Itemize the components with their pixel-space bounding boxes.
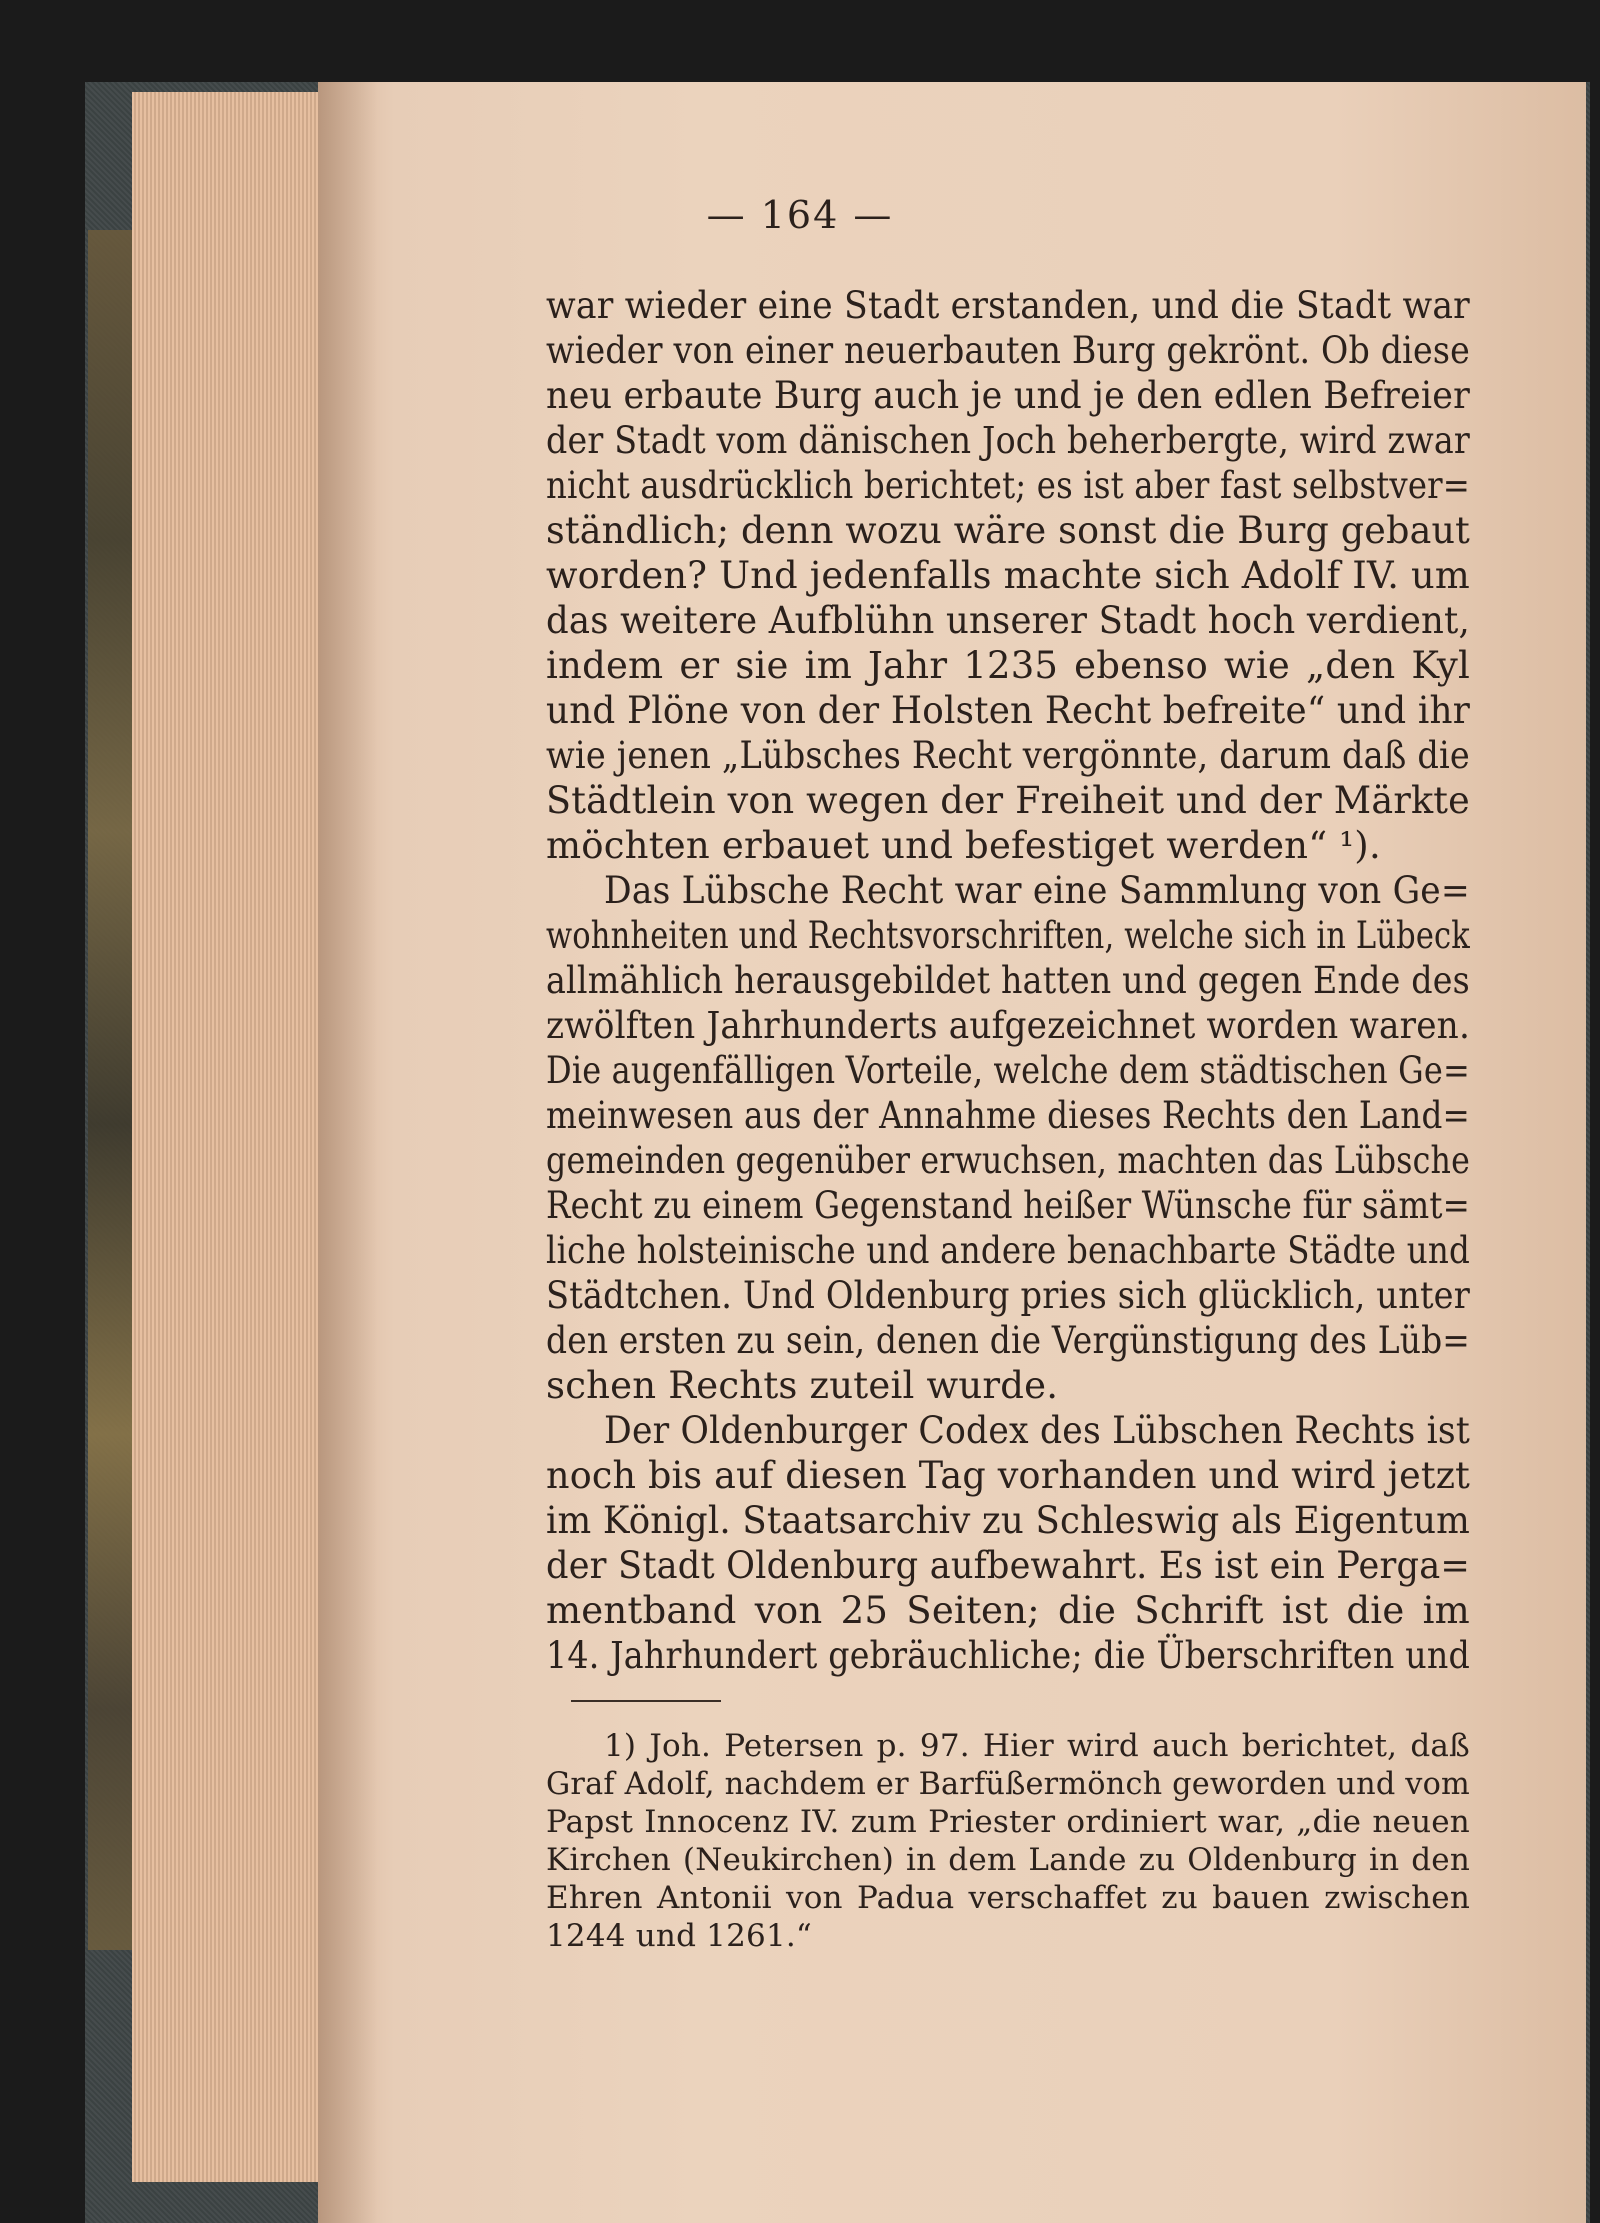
body-line: den ersten zu sein, denen die Vergünstigung des Lüb= xyxy=(546,1319,1471,1362)
body-line: meinwesen aus der Annahme dieses Rechts den Land= xyxy=(546,1094,1471,1137)
body-line: das weitere Aufblühn unserer Stadt hoch verdient, xyxy=(546,599,1470,642)
footnote-line: 1) Joh. Petersen p. 97. Hier wird auch berichtet, daß xyxy=(604,1728,1470,1764)
body-line: zwölften Jahrhunderts aufgezeichnet worden waren. xyxy=(546,1004,1471,1047)
body-line: 14. Jahrhundert gebräuchliche; die Überschriften und xyxy=(546,1634,1470,1677)
body-line: gemeinden gegenüber erwuchsen, machten das Lübsche xyxy=(546,1139,1471,1182)
marbled-edge xyxy=(88,230,132,1950)
body-line: wie jenen „Lübsches Recht vergönnte, darum daß die xyxy=(546,734,1470,777)
body-line: indem er sie im Jahr 1235 ebenso wie „den Kyl xyxy=(546,644,1470,687)
body-line: wieder von einer neuerbauten Burg gekrönt. Ob diese xyxy=(546,329,1470,372)
footnote-line: Kirchen (Neukirchen) in dem Lande zu Oldenburg in den xyxy=(546,1842,1471,1878)
body-line: mentband von 25 Seiten; die Schrift ist die im xyxy=(546,1589,1470,1632)
body-line: neu erbaute Burg auch je und je den edlen Befreier xyxy=(546,374,1470,417)
footnote-line: 1244 und 1261.“ xyxy=(546,1918,812,1954)
body-line: Recht zu einem Gegenstand heißer Wünsche für sämt= xyxy=(546,1184,1470,1227)
body-line: war wieder eine Stadt erstanden, und die Stadt war xyxy=(546,284,1470,327)
body-line: nicht ausdrücklich berichtet; es ist aber fast selbstver= xyxy=(546,464,1471,507)
body-line: Städtlein von wegen der Freiheit und der Märkte xyxy=(546,779,1470,822)
body-line: ständlich; denn wozu wäre sonst die Burg gebaut xyxy=(546,509,1471,552)
body-line: liche holsteinische und andere benachbarte Städte und xyxy=(546,1229,1470,1272)
footnote-line: Ehren Antonii von Padua verschaffet zu bauen zwischen xyxy=(546,1880,1471,1916)
body-line: schen Rechts zuteil wurde. xyxy=(546,1364,1059,1407)
body-line: worden? Und jedenfalls machte sich Adolf IV. um xyxy=(546,554,1470,597)
footnote-line: Papst Innocenz IV. zum Priester ordiniert war, „die neuen xyxy=(546,1804,1470,1840)
page-stack-edge xyxy=(132,92,332,2182)
body-line: Das Lübsche Recht war eine Sammlung von Ge= xyxy=(604,869,1470,912)
body-line: im Königl. Staatsarchiv zu Schleswig als Eigentum xyxy=(546,1499,1471,1542)
body-line: der Stadt vom dänischen Joch beherbergte, wird zwar xyxy=(546,419,1471,462)
page-number: — 164 — xyxy=(706,193,894,237)
body-line: und Plöne von der Holsten Recht befreite“ und ihr xyxy=(546,689,1471,732)
body-line: noch bis auf diesen Tag vorhanden und wird jetzt xyxy=(546,1454,1471,1497)
footnote-line: Graf Adolf, nachdem er Barfüßermönch geworden und vom xyxy=(546,1766,1470,1802)
body-line: der Stadt Oldenburg aufbewahrt. Es ist ein Perga= xyxy=(546,1544,1471,1587)
spine-shadow xyxy=(318,82,378,2223)
body-line: möchten erbauet und befestiget werden“ ¹). xyxy=(546,824,1381,867)
body-line: Städtchen. Und Oldenburg pries sich glücklich, unter xyxy=(546,1274,1470,1317)
body-line: Die augenfälligen Vorteile, welche dem städtischen Ge= xyxy=(546,1049,1470,1092)
body-line: Der Oldenburger Codex des Lübschen Rechts ist xyxy=(604,1409,1470,1452)
body-line: allmählich herausgebildet hatten und gegen Ende des xyxy=(546,959,1470,1002)
footnote-separator xyxy=(571,1700,721,1702)
body-line: wohnheiten und Rechtsvorschriften, welche sich in Lübeck xyxy=(546,914,1470,957)
